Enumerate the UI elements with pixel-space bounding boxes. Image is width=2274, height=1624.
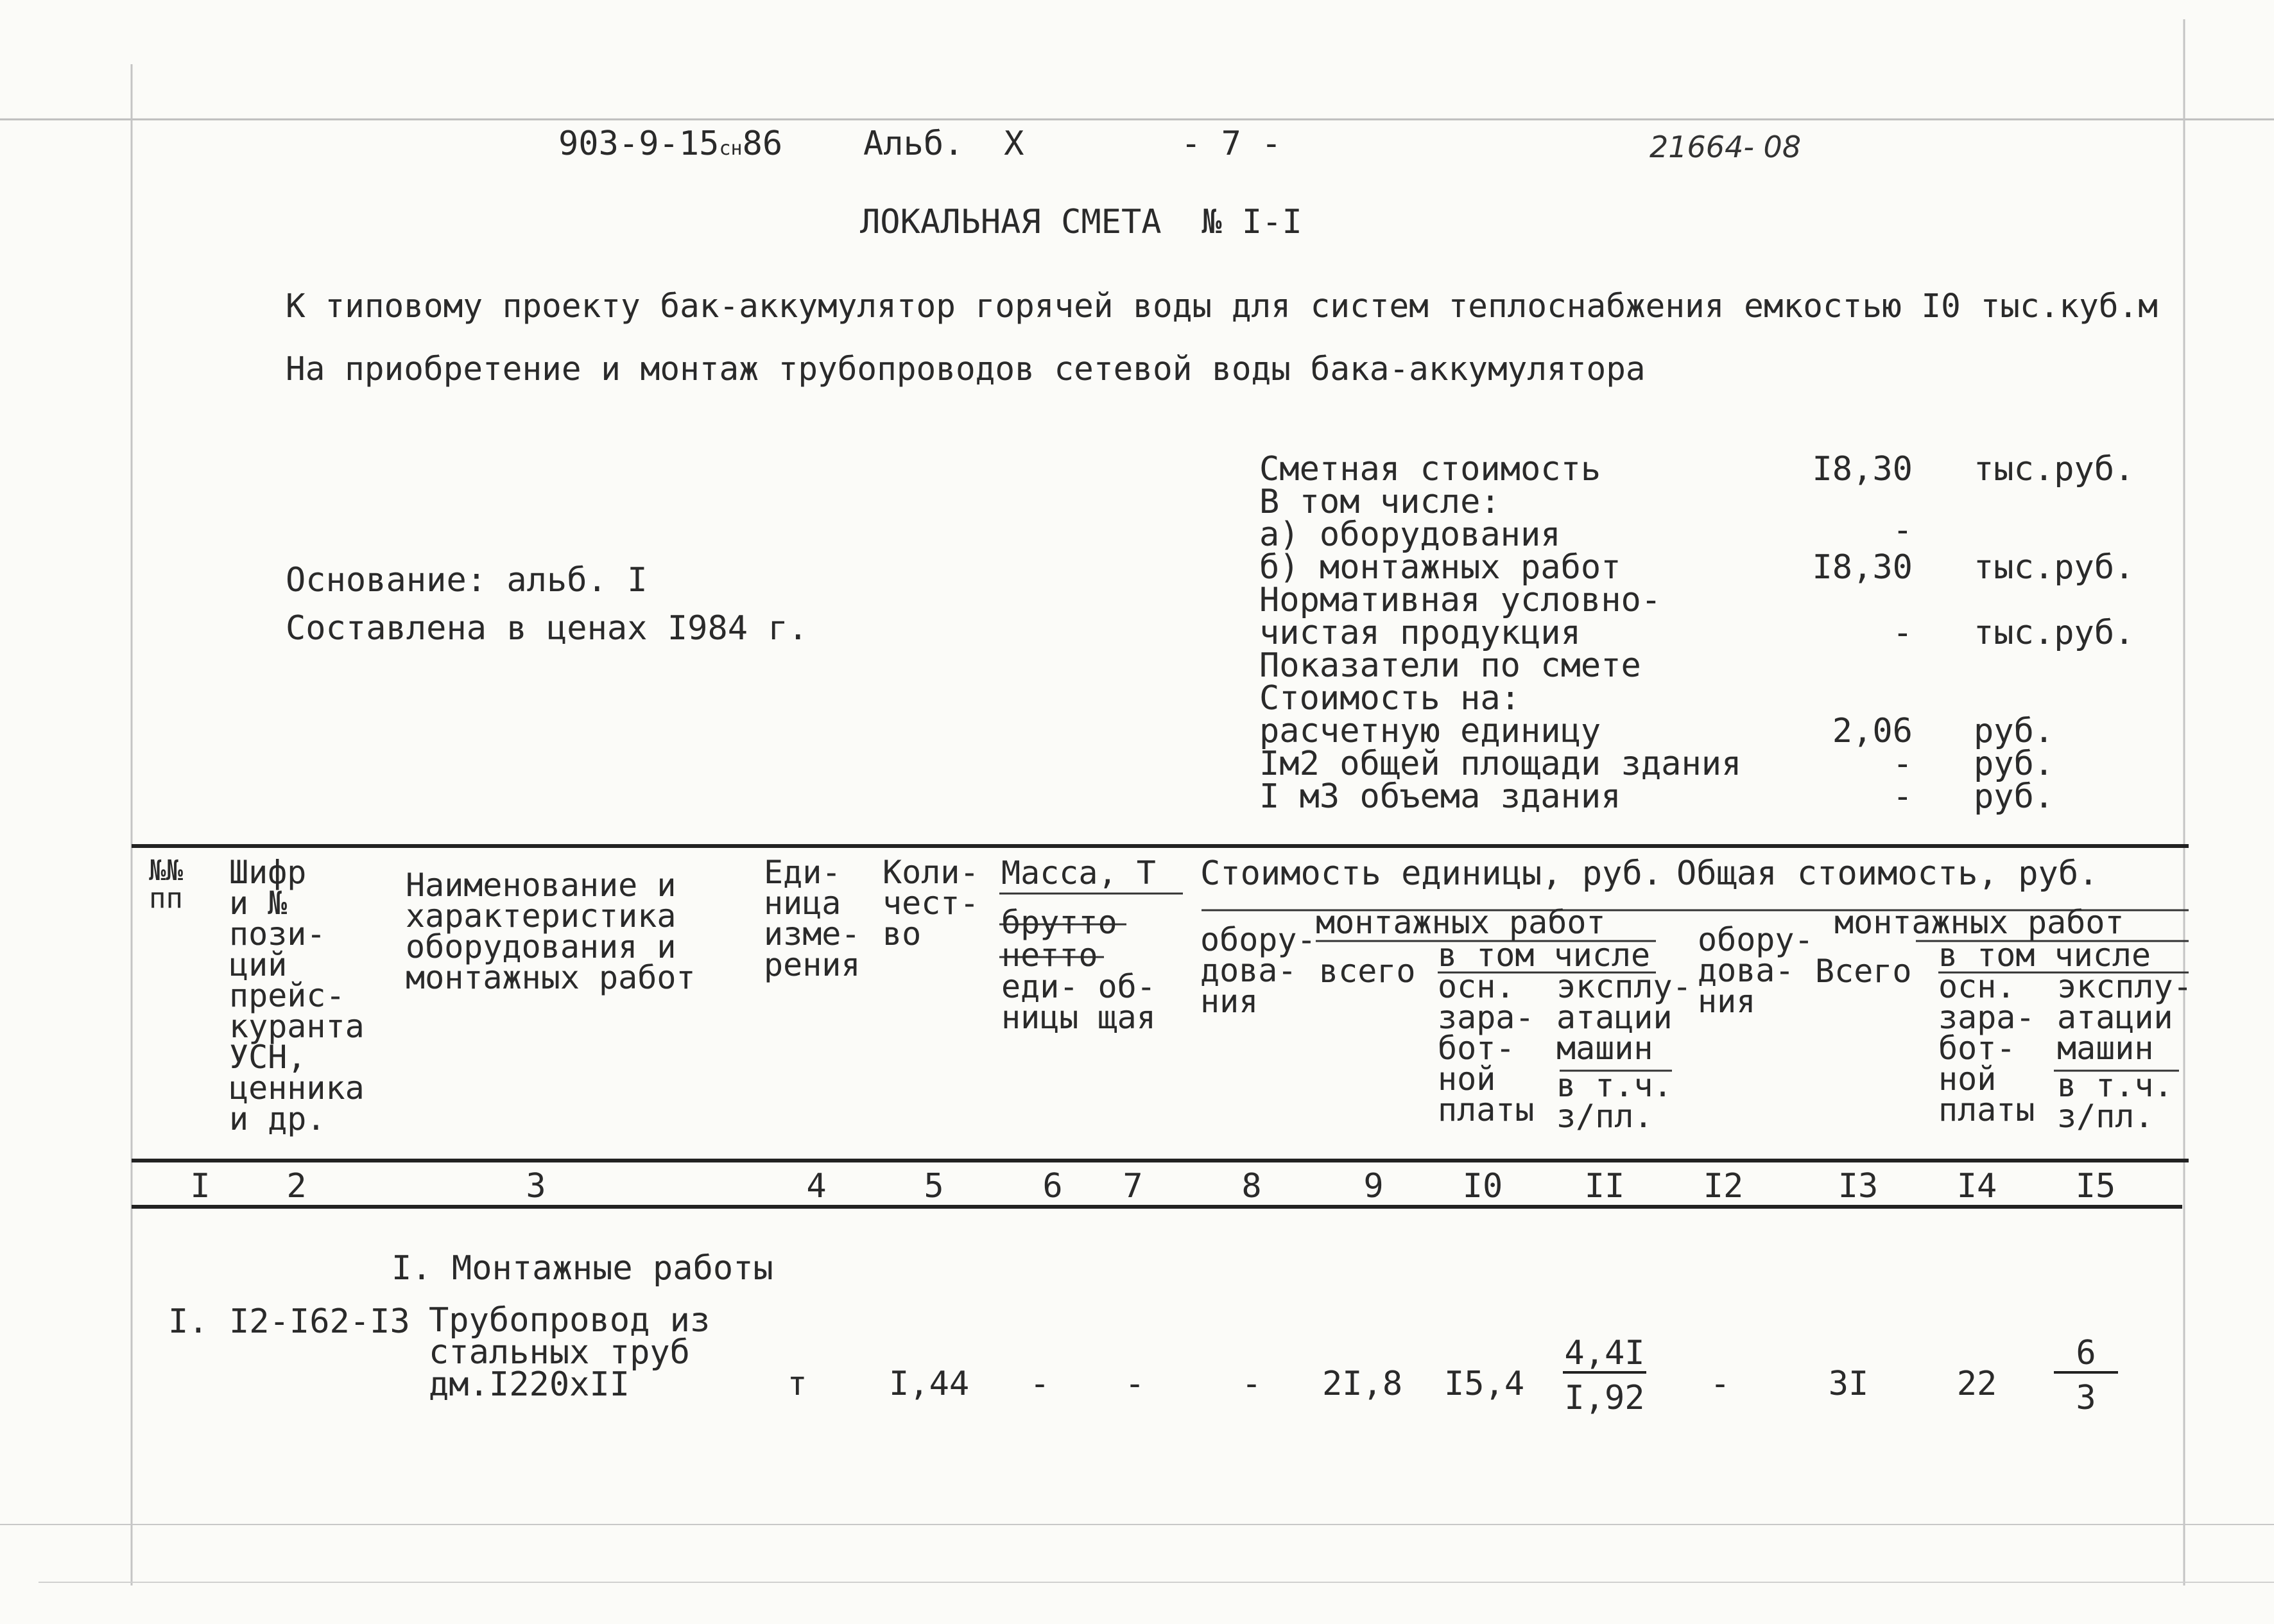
summary-label: чистая продукция <box>1259 614 1581 652</box>
row-number: I. <box>168 1302 209 1341</box>
header-col-quantity: Коли- чест- во <box>883 854 979 953</box>
header-total-wages: осн. зара- бот- ной платы <box>1938 968 2035 1128</box>
basis-line: Основание: альб. I <box>286 561 648 600</box>
summary-unit: руб. <box>1974 777 2054 816</box>
header-col-name: Наименование и характеристика оборудования и монтажных работ <box>406 867 696 996</box>
header-total-machines-wages: в т.ч. з/пл. <box>2057 1067 2173 1135</box>
header-unit-wages: осн. зара- бот- ной платы <box>1438 968 1535 1128</box>
subtitle-project: К типовому проекту бак-аккумулятор горячей воды для систем теплоснабжения емкостью I0 тыс.куб.м <box>286 288 2158 325</box>
summary-label: расчетную единицу <box>1259 712 1601 750</box>
row-mount-total-machines: 6 <box>2076 1334 2096 1372</box>
column-number: 6 <box>1042 1167 1063 1205</box>
header-unit-mount-total: всего <box>1319 953 1416 990</box>
row-mass-total: - <box>1124 1365 1145 1403</box>
header-unit-machines-wages: в т.ч. з/пл. <box>1556 1067 1673 1135</box>
header-total-incl: в том числе <box>1938 937 2151 974</box>
subtitle-purpose: На приобретение и монтаж трубопроводов сетевой воды бака-аккумулятора <box>286 350 1646 388</box>
doc-code: 903-9-15сн86 <box>558 125 783 163</box>
row-quantity: I,44 <box>889 1365 970 1403</box>
summary-label: Показатели по смете <box>1259 646 1641 685</box>
column-number: 9 <box>1363 1167 1384 1205</box>
summary-value: 2,06 <box>1832 712 1913 750</box>
summary-label: а) оборудования <box>1259 515 1561 554</box>
price-basis-line: Составлена в ценах I984 г. <box>286 609 808 648</box>
row-mount-unit-machines: 4,4I <box>1564 1334 1645 1372</box>
header-col-number: №№ пп <box>149 854 183 915</box>
summary-value: I8,30 <box>1812 450 1913 488</box>
column-number: I <box>190 1167 211 1205</box>
summary-value: - <box>1892 614 1913 652</box>
row-name: Трубопровод из стальных труб дм.I220xII <box>429 1301 711 1404</box>
summary-unit: тыс.руб. <box>1974 450 2135 488</box>
header-unit-incl: в том числе <box>1438 937 1651 974</box>
row-mass-unit: - <box>1029 1365 1050 1403</box>
summary-value: - <box>1892 777 1913 816</box>
summary-label: I м3 объема здания <box>1259 777 1621 816</box>
summary-label: Стоимость на: <box>1259 679 1520 718</box>
column-number: I3 <box>1838 1167 1879 1205</box>
row-unit: т <box>787 1365 807 1403</box>
row-mount-total: 3I <box>1828 1365 1869 1403</box>
row-mount-total-wages: 22 <box>1956 1365 1997 1403</box>
column-number: 5 <box>924 1167 944 1205</box>
header-unit-equipment: обору- дова- ния <box>1200 921 1316 1020</box>
summary-label: Нормативная условно- <box>1259 581 1662 619</box>
column-number: I4 <box>1956 1167 1997 1205</box>
row-equipment-unit: - <box>1241 1365 1262 1403</box>
header-brutto: брутто <box>1001 904 1117 941</box>
section-title: I. Монтажные работы <box>392 1249 773 1288</box>
header-unit-machines: эксплу- атации машин <box>1556 968 1692 1067</box>
summary-label: Сметная стоимость <box>1259 450 1601 488</box>
header-mass: Масса, Т <box>1001 854 1156 892</box>
page-number: - 7 - <box>1181 125 1282 163</box>
header-total-equipment: обору- дова- ния <box>1698 921 1814 1020</box>
summary-label: б) монтажных работ <box>1259 548 1621 587</box>
row-equipment-total: - <box>1710 1365 1730 1403</box>
header-total-mount-total: Всего <box>1815 953 1912 990</box>
header-col-code: Шифр и № пози- ций прейс- куранта УСН, ценника и др. <box>229 854 365 1137</box>
column-number: 8 <box>1241 1167 1262 1205</box>
column-number: I2 <box>1703 1167 1744 1205</box>
header-unit-cost: Стоимость единицы, руб. <box>1200 854 1663 893</box>
header-col-unit: Еди- ница изме- рения <box>764 854 861 983</box>
header-mass-split: еди- об- ницы щая <box>1001 968 1156 1036</box>
column-number: I5 <box>2075 1167 2116 1205</box>
row-mount-total-machines-wages: 3 <box>2076 1379 2096 1417</box>
summary-value: - <box>1892 745 1913 783</box>
column-number: 2 <box>286 1167 307 1205</box>
summary-unit: тыс.руб. <box>1974 614 2135 652</box>
summary-unit: тыс.руб. <box>1974 548 2135 587</box>
summary-value: - <box>1892 511 1913 549</box>
summary-label: В том числе: <box>1259 483 1501 521</box>
archive-number: 21664- 08 <box>1650 130 1802 164</box>
row-mount-unit-machines-wages: I,92 <box>1564 1379 1645 1417</box>
column-number: II <box>1584 1167 1625 1205</box>
row-mount-unit-total: 2I,8 <box>1322 1365 1403 1403</box>
header-total-mount: монтажных работ <box>1834 904 2124 941</box>
page-title: ЛОКАЛЬНАЯ СМЕТА № I-I <box>860 203 1302 241</box>
header-total-cost: Общая стоимость, руб. <box>1676 854 2099 893</box>
summary-unit: руб. <box>1974 745 2054 783</box>
summary-value: I8,30 <box>1812 548 1913 587</box>
header-total-machines: эксплу- атации машин <box>2057 968 2192 1067</box>
row-mount-unit-wages: I5,4 <box>1444 1365 1525 1403</box>
header-netto: нетто <box>1001 937 1098 974</box>
row-code: I2-I62-I3 <box>229 1302 410 1341</box>
column-number: 7 <box>1123 1167 1143 1205</box>
column-number: 4 <box>806 1167 827 1205</box>
summary-label: Iм2 общей площади здания <box>1259 745 1742 783</box>
album-number: Альб. X <box>863 125 1024 163</box>
column-number: I0 <box>1462 1167 1503 1205</box>
summary-unit: руб. <box>1974 712 2054 750</box>
header-unit-mount: монтажных работ <box>1316 904 1606 941</box>
column-number: 3 <box>526 1167 546 1205</box>
